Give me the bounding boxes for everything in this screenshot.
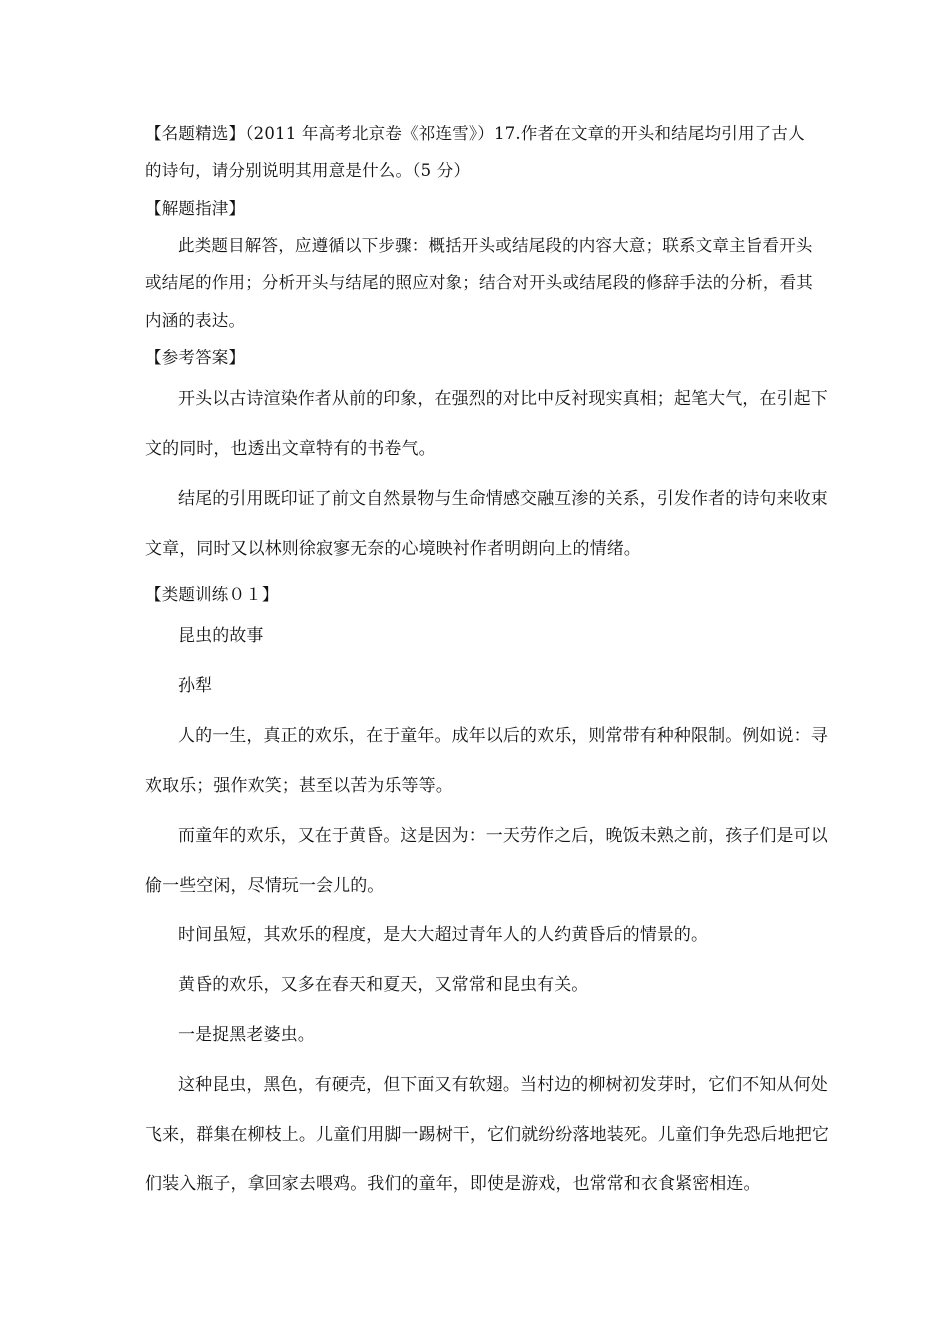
question-line-1: 【名题精选】（2011 年高考北京卷《祁连雪》）17.作者在文章的开头和结尾均引用了古人 bbox=[145, 124, 805, 143]
answer-p1-line-1: 开头以古诗渲染作者从前的印象，在强烈的对比中反衬现实真相；起笔大气，在引起下 bbox=[178, 389, 828, 409]
question-line-2: 的诗句，请分别说明其用意是什么。（5 分） bbox=[145, 161, 471, 180]
essay-p2-line-1: 而童年的欢乐，又在于黄昏。这是因为：一天劳作之后，晚饭未熟之前，孩子们是可以 bbox=[178, 826, 828, 846]
guide-heading: 【解题指津】 bbox=[145, 199, 246, 218]
guide-line-3: 内涵的表达。 bbox=[145, 311, 246, 330]
guide-line-1: 此类题目解答，应遵循以下步骤：概括开头或结尾段的内容大意；联系文章主旨看开头 bbox=[178, 236, 813, 255]
essay-p3: 时间虽短，其欢乐的程度，是大大超过青年人的人约黄昏后的情景的。 bbox=[178, 925, 709, 945]
essay-p6-line-1: 这种昆虫，黑色，有硬壳，但下面又有软翅。当村边的柳树初发芽时，它们不知从何处 bbox=[178, 1075, 828, 1095]
essay-author: 孙犁 bbox=[178, 676, 213, 696]
essay-p1-line-2: 欢取乐；强作欢笑；甚至以苦为乐等等。 bbox=[145, 776, 453, 796]
answer-p1-line-2: 文的同时，也透出文章特有的书卷气。 bbox=[145, 439, 436, 459]
essay-p1-line-1: 人的一生，真正的欢乐，在于童年。成年以后的欢乐，则常带有种种限制。例如说：寻 bbox=[178, 726, 828, 746]
essay-p4: 黄昏的欢乐，又多在春天和夏天，又常常和昆虫有关。 bbox=[178, 975, 589, 995]
guide-line-2: 或结尾的作用；分析开头与结尾的照应对象；结合对开头或结尾段的修辞手法的分析，看其 bbox=[145, 273, 813, 292]
essay-p6-line-2: 飞来，群集在柳枝上。儿童们用脚一踢树干，它们就纷纷落地装死。儿童们争先恐后地把它 bbox=[145, 1125, 829, 1145]
essay-p2-line-2: 偷一些空闲，尽情玩一会儿的。 bbox=[145, 876, 385, 896]
essay-p6-line-3: 们装入瓶子，拿回家去喂鸡。我们的童年，即使是游戏，也常常和衣食紧密相连。 bbox=[145, 1174, 761, 1194]
essay-title: 昆虫的故事 bbox=[178, 626, 264, 646]
answer-heading: 【参考答案】 bbox=[145, 348, 246, 367]
answer-p2-line-2: 文章，同时又以林则徐寂寥无奈的心境映衬作者明朗向上的情绪。 bbox=[145, 539, 641, 559]
essay-p5: 一是捉黑老婆虫。 bbox=[178, 1025, 315, 1045]
answer-p2-line-1: 结尾的引用既印证了前文自然景物与生命情感交融互渗的关系，引发作者的诗句来收束 bbox=[178, 489, 828, 509]
practice-heading: 【类题训练０１】 bbox=[145, 585, 279, 604]
